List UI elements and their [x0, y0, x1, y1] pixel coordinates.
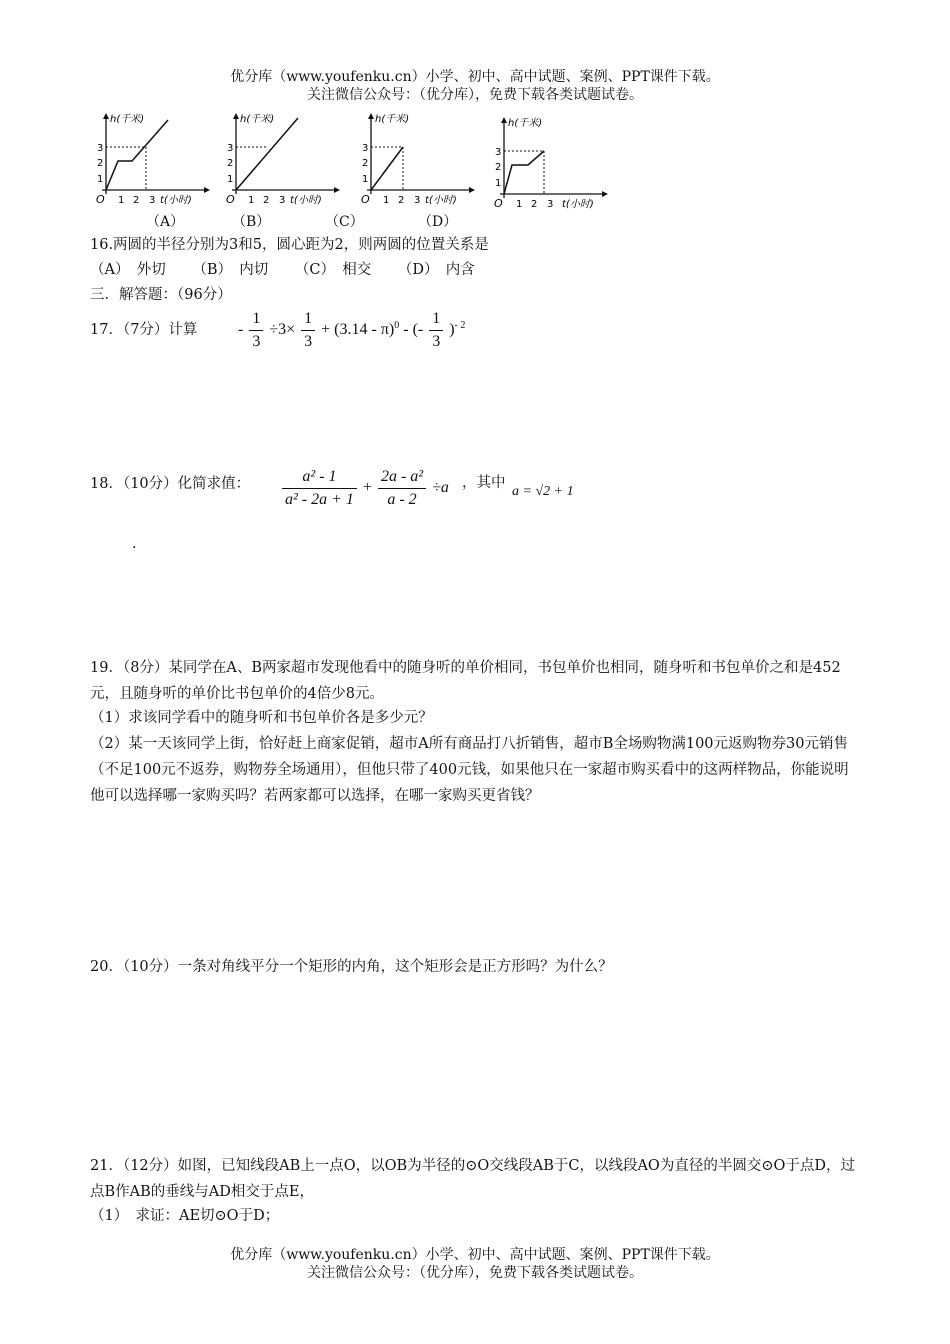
x-tick-2: 2 — [398, 195, 405, 206]
q17-label: 17．（7分）计算 — [90, 322, 198, 338]
x-tick-3: 3 — [279, 195, 286, 206]
graph-b — [222, 110, 342, 210]
q16-option-c: （C） 相交 — [294, 262, 372, 278]
q16-option-a: （A） 外切 — [90, 262, 166, 278]
x-label: t(小时) — [290, 195, 322, 206]
graph-label-d: （D） — [418, 214, 458, 230]
x-tick-1: 1 — [118, 195, 125, 206]
x-arrow — [602, 191, 608, 197]
q16-option-b: （B） 内切 — [192, 262, 269, 278]
x-label: t(小时) — [160, 195, 192, 206]
q18-condition: a = √2 + 1 — [512, 484, 574, 499]
y-label: h(千米) — [240, 114, 275, 125]
y-label: h(千米) — [375, 114, 410, 125]
q18-dot: . — [132, 536, 137, 552]
x-tick-3: 3 — [547, 199, 554, 210]
q16-option-d: （D） 内含 — [397, 262, 475, 278]
origin: O — [361, 193, 370, 206]
graph-label-a: （A） — [146, 214, 185, 230]
x-label: t(小时) — [562, 199, 594, 210]
q19-part-1: （1）求该同学看中的随身听和书包单价各是多少元？ — [90, 710, 433, 726]
series-line — [106, 120, 168, 190]
x-tick-2: 2 — [263, 195, 270, 206]
graph-label-b: （B） — [232, 214, 271, 230]
header-line-2: 关注微信公众号：（优分库），免费下载各类试题试卷。 — [307, 87, 643, 103]
footer-line-2: 关注微信公众号：（优分库），免费下载各类试题试卷。 — [307, 1265, 643, 1281]
graph-a — [92, 110, 212, 210]
y-tick-1: 1 — [227, 174, 234, 185]
x-arrow — [469, 187, 475, 193]
y-tick-1: 1 — [495, 178, 502, 189]
x-tick-1: 1 — [516, 199, 523, 210]
y-label: h(千米) — [110, 114, 145, 125]
q16-text: 16.两圆的半径分别为3和5，圆心距为2，则两圆的位置关系是 — [90, 237, 489, 253]
y-tick-2: 2 — [227, 158, 234, 169]
y-tick-3: 3 — [227, 143, 234, 154]
y-arrow — [233, 113, 239, 119]
x-tick-2: 2 — [531, 199, 538, 210]
q17-expression: - $\frac{1}{3}$ ÷3× $\frac{1}{3}$ + (3.14 - π)$^0$ - (- $\frac{1}{3}$ )$^{- 2}$ — [238, 310, 466, 350]
q21-paragraph-1: 21．（12分）如图，已知线段AB上一点O，以OB为半径的⊙O交线段AB于C，以线段AO为直径的半圆交⊙O于点D，过点B作AB的垂线与AD相交于点E， — [90, 1158, 855, 1200]
x-tick-2: 2 — [133, 195, 140, 206]
q18-expression: $\frac{\text{a² - 1}}{\text{a² - 2a + 1}}$ + $\frac{\text{2a - a²}}{a - 2}$ ÷a — [280, 466, 449, 511]
y-arrow — [501, 117, 507, 123]
x-tick-1: 1 — [248, 195, 255, 206]
origin: O — [494, 197, 503, 210]
y-tick-3: 3 — [495, 147, 502, 158]
series-line — [236, 118, 298, 190]
x-tick-3: 3 — [414, 195, 421, 206]
graph-d — [490, 114, 610, 214]
y-tick-3: 3 — [97, 143, 104, 154]
x-arrow — [334, 187, 340, 193]
x-arrow — [204, 187, 210, 193]
x-tick-1: 1 — [383, 195, 390, 206]
y-tick-1: 1 — [362, 174, 369, 185]
y-arrow — [103, 113, 109, 119]
graph-c — [357, 110, 477, 210]
q19-part-2: （2）某一天该同学上街，恰好赶上商家促销，超市A所有商品打八折销售，超市B全场购物满100元返购物券30元销售（不足100元不返券，购物券全场通用），但他只带了400元钱，如果他只在一家超市购买看中的这两样物品，你能说明他可以选择哪一家购买吗？若两家都可以选择，在哪一家购买更省钱？ — [90, 736, 849, 804]
y-tick-2: 2 — [495, 162, 502, 173]
section-3-title: 三．解答题：（96分） — [90, 287, 232, 303]
q21-part-1: （1） 求证：AE切⊙O于D； — [90, 1208, 280, 1224]
header-line-1: 优分库（www.youfenku.cn）小学、初中、高中试题、案例、PPT课件下载。 — [230, 69, 720, 85]
q16-options — [90, 258, 497, 279]
origin: O — [226, 193, 235, 206]
q18-where: ，其中 — [462, 475, 506, 491]
y-tick-1: 1 — [97, 174, 104, 185]
x-label: t(小时) — [425, 195, 457, 206]
footer-line-1: 优分库（www.youfenku.cn）小学、初中、高中试题、案例、PPT课件下载。 — [230, 1247, 720, 1263]
q18-label: 18．（10分）化简求值： — [90, 476, 251, 492]
y-tick-2: 2 — [362, 158, 369, 169]
origin: O — [96, 193, 105, 206]
y-tick-3: 3 — [362, 143, 369, 154]
q20-text: 20．（10分）一条对角线平分一个矩形的内角，这个矩形会是正方形吗？为什么？ — [90, 959, 613, 975]
q19-paragraph-1: 19．（8分）某同学在A、B两家超市发现他看中的随身听的单价相同，书包单价也相同，随身听和书包单价之和是452元，且随身听的单价比书包单价的4倍少8元。 — [90, 660, 841, 702]
y-label: h(千米) — [508, 118, 543, 129]
y-arrow — [368, 113, 374, 119]
y-tick-2: 2 — [97, 158, 104, 169]
x-tick-3: 3 — [149, 195, 156, 206]
graph-label-c: （C） — [325, 214, 364, 230]
series-line — [371, 147, 403, 190]
series-line — [504, 151, 544, 194]
